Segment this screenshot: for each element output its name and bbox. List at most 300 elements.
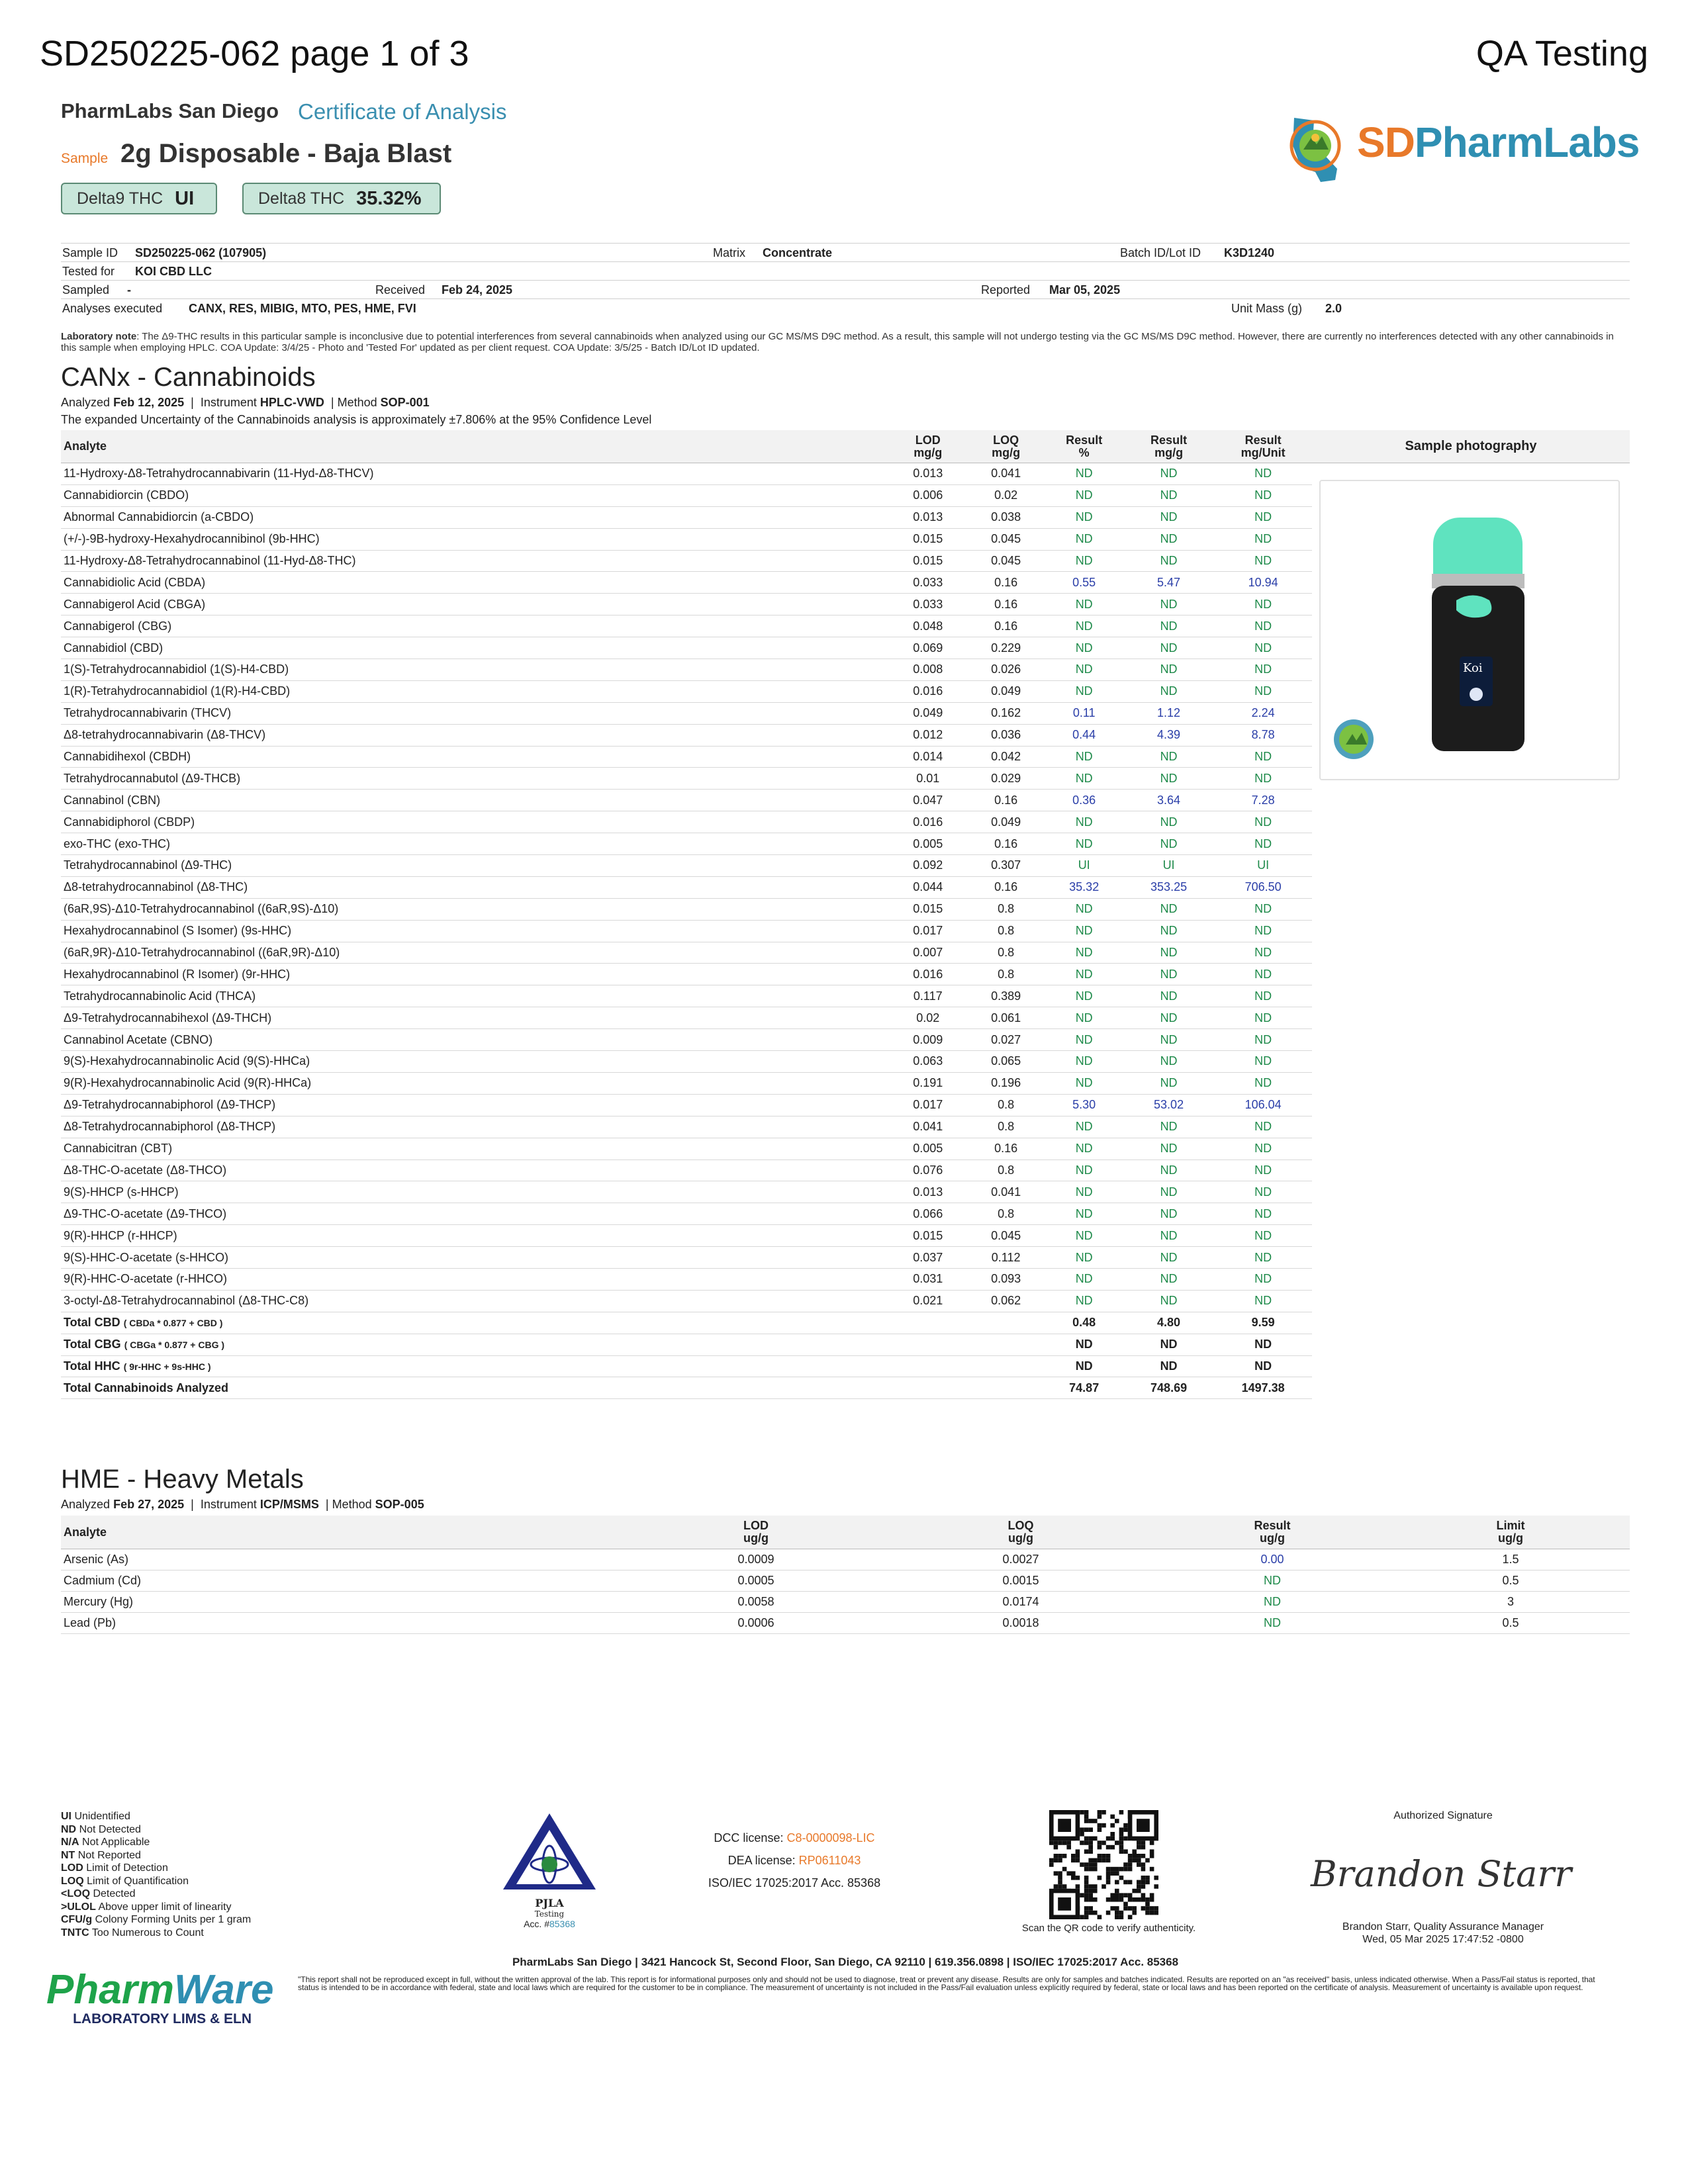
table-row <box>61 680 1312 702</box>
lod-cell: 0.092 <box>889 855 967 877</box>
tested-for-label: Tested for <box>62 265 115 278</box>
analyte-cell: 1(S)-Tetrahydrocannabidiol (1(S)-H4-CBD) <box>61 659 889 681</box>
note-text: : The Δ9-THC results in this particular sample is inconclusive due to potential interferences from several cannabinoids when analyzed using our GC MS/MS D9C method. As a result, this sample will not undergo testing via the GC MS/MS D9C method. However, there are currently no interferences detected with any other cannabinoids in this sample when employing HPLC. COA Update: 3/4/25 - Photo and 'Tested For' updated as per client request. COA Update: 3/5/25 - Batch ID/Lot ID updated. <box>61 331 1614 353</box>
legend-item: NT Not Reported <box>61 1849 141 1861</box>
pjla-acc: Acc. #85368 <box>524 1919 575 1929</box>
table-row <box>61 942 1312 964</box>
sample-label: Sample <box>61 151 109 166</box>
loq-header: LOQ ug/g <box>888 1516 1153 1549</box>
analyte-cell: 1(R)-Tetrahydrocannabidiol (1(R)-H4-CBD) <box>61 680 889 702</box>
loq-cell: 0.8 <box>967 942 1045 964</box>
result-pct-cell: ND <box>1045 1072 1123 1094</box>
lod-cell: 0.016 <box>889 964 967 985</box>
result-unit-cell: ND <box>1214 1181 1312 1203</box>
result-unit-cell: ND <box>1214 985 1312 1007</box>
analyte-cell: 3-octyl-Δ8-Tetrahydrocannabinol (Δ8-THC-C8) <box>61 1290 889 1312</box>
result-mgg-cell: ND <box>1123 768 1215 790</box>
limit-cell: 0.5 <box>1391 1613 1630 1634</box>
result-pct-cell: ND <box>1045 898 1123 920</box>
total-unit: ND <box>1214 1355 1312 1377</box>
analyte-cell: Δ8-tetrahydrocannabivarin (Δ8-THCV) <box>61 724 889 746</box>
result-pct-cell: ND <box>1045 811 1123 833</box>
analyte-cell: (+/-)-9B-hydroxy-Hexahydrocannibinol (9b-HHC) <box>61 528 889 550</box>
sample-metadata <box>61 243 1630 317</box>
table-row <box>61 1268 1312 1290</box>
lod-cell: 0.016 <box>889 680 967 702</box>
limit-cell: 3 <box>1391 1592 1630 1613</box>
analyte-cell: Δ9-Tetrahydrocannabiphorol (Δ9-THCP) <box>61 1094 889 1116</box>
lod-cell: 0.0006 <box>624 1613 888 1634</box>
table-row <box>61 1203 1312 1225</box>
limit-cell: 0.5 <box>1391 1570 1630 1592</box>
loq-cell: 0.0027 <box>888 1549 1153 1570</box>
result-unit-cell: ND <box>1214 484 1312 506</box>
note-label: Laboratory note <box>61 331 137 342</box>
result-pct-cell: 5.30 <box>1045 1094 1123 1116</box>
table-row <box>61 1072 1312 1094</box>
result-pct-cell: ND <box>1045 1247 1123 1269</box>
abbreviation-legend <box>61 1810 251 1939</box>
result-pct-cell: ND <box>1045 920 1123 942</box>
analyte-cell: 9(R)-HHCP (r-HHCP) <box>61 1225 889 1247</box>
sampled: - <box>127 283 131 296</box>
lod-cell: 0.013 <box>889 463 967 485</box>
loq-cell: 0.8 <box>967 964 1045 985</box>
result-unit-cell: 106.04 <box>1214 1094 1312 1116</box>
result-mgg-cell: ND <box>1123 506 1215 528</box>
lod-cell: 0.033 <box>889 572 967 594</box>
result-pct-cell: ND <box>1045 985 1123 1007</box>
cannabinoids-title: CANx - Cannabinoids <box>61 363 316 392</box>
pharmware-logo: PharmWare LABORATORY LIMS & ELN <box>46 1967 274 2026</box>
result-mgg-cell: ND <box>1123 985 1215 1007</box>
loq-cell: 0.8 <box>967 920 1045 942</box>
result-pct-cell: ND <box>1045 1007 1123 1029</box>
table-row <box>61 1181 1312 1203</box>
table-header-row <box>61 1516 1630 1549</box>
table-row <box>61 594 1312 615</box>
result-pct-cell: ND <box>1045 637 1123 659</box>
handwritten-signature <box>1297 1846 1589 1899</box>
table-row <box>61 506 1312 528</box>
lod-cell: 0.049 <box>889 702 967 724</box>
analyte-cell: 9(S)-HHCP (s-HHCP) <box>61 1181 889 1203</box>
result-unit-cell: ND <box>1214 1072 1312 1094</box>
lod-cell: 0.013 <box>889 1181 967 1203</box>
loq-cell: 0.16 <box>967 876 1045 898</box>
vape-device-image <box>1321 481 1618 779</box>
result-unit-cell: ND <box>1214 898 1312 920</box>
result-mgg-cell: ND <box>1123 1203 1215 1225</box>
loq-cell: 0.8 <box>967 898 1045 920</box>
sample-photo <box>1319 480 1620 780</box>
analyte-cell: 11-Hydroxy-Δ8-Tetrahydrocannabinol (11-Hyd-Δ8-THC) <box>61 550 889 572</box>
lod-cell: 0.015 <box>889 550 967 572</box>
table-row <box>61 659 1312 681</box>
total-mgg: 4.80 <box>1123 1312 1215 1334</box>
lod-cell: 0.0009 <box>624 1549 888 1570</box>
loq-cell: 0.093 <box>967 1268 1045 1290</box>
unit-mass-label: Unit Mass (g) <box>1231 302 1303 315</box>
table-row <box>61 898 1312 920</box>
matrix: Concentrate <box>763 246 833 259</box>
qr-code[interactable] <box>1049 1810 1158 1919</box>
lab-name: PharmLabs San Diego <box>61 99 279 122</box>
table-row <box>61 768 1312 790</box>
result-unit-cell: ND <box>1214 463 1312 485</box>
result-pct-cell: ND <box>1045 484 1123 506</box>
result-mgg-cell: UI <box>1123 855 1215 877</box>
result-pct-cell: ND <box>1045 528 1123 550</box>
doc-type: Certificate of Analysis <box>298 99 507 124</box>
loq-cell: 0.8 <box>967 1116 1045 1138</box>
lod-cell: 0.041 <box>889 1116 967 1138</box>
loq-cell: 0.0015 <box>888 1570 1153 1592</box>
result-pct-cell: ND <box>1045 659 1123 681</box>
result-unit-cell: 8.78 <box>1214 724 1312 746</box>
result-unit-cell: 2.24 <box>1214 702 1312 724</box>
result-pct-cell: 0.36 <box>1045 790 1123 811</box>
loq-cell: 0.16 <box>967 615 1045 637</box>
lod-cell: 0.014 <box>889 746 967 768</box>
result-mgg-cell: 5.47 <box>1123 572 1215 594</box>
loq-cell: 0.389 <box>967 985 1045 1007</box>
analyte-cell: Lead (Pb) <box>61 1613 624 1634</box>
lod-cell: 0.015 <box>889 528 967 550</box>
loq-cell: 0.026 <box>967 659 1045 681</box>
result-mgg-cell: ND <box>1123 1247 1215 1269</box>
license-info: DCC license: C8-0000098-LIC DEA license: RP0611043 ISO/IEC 17025:2017 Acc. 85368 <box>708 1831 881 1889</box>
result-mgg-cell: ND <box>1123 1051 1215 1073</box>
analyte-cell: Cannabidihexol (CBDH) <box>61 746 889 768</box>
table-row <box>61 1051 1312 1073</box>
table-row <box>61 1160 1312 1181</box>
result-mgg-cell: ND <box>1123 1116 1215 1138</box>
total-label: Total Cannabinoids Analyzed <box>61 1377 889 1399</box>
result-pct-cell: ND <box>1045 615 1123 637</box>
logo-wordmark: SDPharmLabs <box>1357 118 1640 166</box>
loq-cell: 0.061 <box>967 1007 1045 1029</box>
table-row <box>61 855 1312 877</box>
lod-cell: 0.033 <box>889 594 967 615</box>
result-unit-cell: ND <box>1214 637 1312 659</box>
loq-cell: 0.029 <box>967 768 1045 790</box>
result-cell: 0.00 <box>1153 1549 1391 1570</box>
loq-cell: 0.02 <box>967 484 1045 506</box>
laboratory-note <box>61 331 1630 353</box>
analyte-cell: Abnormal Cannabidiorcin (a-CBDO) <box>61 506 889 528</box>
qa-title: QA Testing <box>1476 34 1648 73</box>
total-label: Total CBD ( CBDa * 0.877 + CBD ) <box>61 1312 889 1334</box>
result-pct-cell: ND <box>1045 1268 1123 1290</box>
result-pct-cell: ND <box>1045 1138 1123 1160</box>
lod-cell: 0.02 <box>889 1007 967 1029</box>
total-row <box>61 1355 1312 1377</box>
table-row <box>61 637 1312 659</box>
result-pct-cell: ND <box>1045 746 1123 768</box>
result-pct-cell: ND <box>1045 833 1123 855</box>
result-pct-cell: ND <box>1045 463 1123 485</box>
result-pct-cell: 35.32 <box>1045 876 1123 898</box>
lod-cell: 0.005 <box>889 1138 967 1160</box>
loq-cell: 0.16 <box>967 833 1045 855</box>
loq-cell: 0.027 <box>967 1029 1045 1051</box>
table-row <box>61 790 1312 811</box>
analyte-cell: Δ8-Tetrahydrocannabiphorol (Δ8-THCP) <box>61 1116 889 1138</box>
result-unit-cell: ND <box>1214 1203 1312 1225</box>
uncertainty-text: The expanded Uncertainty of the Cannabinoids analysis is approximately ±7.806% at the 95% Confidence Level <box>61 413 652 426</box>
lod-cell: 0.008 <box>889 659 967 681</box>
page-id: SD250225-062 page 1 of 3 <box>40 34 469 73</box>
sample-id: SD250225-062 (107905) <box>135 246 267 259</box>
analyte-cell: 9(R)-Hexahydrocannabinolic Acid (9(R)-HHCa) <box>61 1072 889 1094</box>
result-unit-cell: ND <box>1214 659 1312 681</box>
total-mgg: ND <box>1123 1355 1215 1377</box>
analyte-cell: (6aR,9R)-Δ10-Tetrahydrocannabinol ((6aR,9R)-Δ10) <box>61 942 889 964</box>
analyte-cell: Tetrahydrocannabivarin (THCV) <box>61 702 889 724</box>
result-header: Result ug/g <box>1153 1516 1391 1549</box>
result-pct-cell: ND <box>1045 1290 1123 1312</box>
lod-cell: 0.007 <box>889 942 967 964</box>
result-pct-cell: ND <box>1045 1051 1123 1073</box>
sdpharmlabs-logo <box>1274 106 1640 185</box>
analyte-cell: Cadmium (Cd) <box>61 1570 624 1592</box>
loq-cell: 0.042 <box>967 746 1045 768</box>
lod-cell: 0.037 <box>889 1247 967 1269</box>
analyte-cell: Tetrahydrocannabinol (Δ9-THC) <box>61 855 889 877</box>
result-mgg-cell: 53.02 <box>1123 1094 1215 1116</box>
badge-value: 35.32% <box>356 187 422 209</box>
tested-for: KOI CBD LLC <box>135 265 212 278</box>
result-mgg-cell: ND <box>1123 463 1215 485</box>
loq-cell: 0.062 <box>967 1290 1045 1312</box>
total-pct: ND <box>1045 1334 1123 1355</box>
sample-name: 2g Disposable - Baja Blast <box>120 139 452 168</box>
loq-cell: 0.041 <box>967 1181 1045 1203</box>
heavy-metals-table <box>61 1516 1630 1634</box>
analyte-cell: (6aR,9S)-Δ10-Tetrahydrocannabinol ((6aR,9S)-Δ10) <box>61 898 889 920</box>
result-mgg-cell: 1.12 <box>1123 702 1215 724</box>
result-unit-cell: 10.94 <box>1214 572 1312 594</box>
lod-cell: 0.0058 <box>624 1592 888 1613</box>
result-mgg-cell: ND <box>1123 811 1215 833</box>
table-row <box>61 1570 1630 1592</box>
loq-cell: 0.036 <box>967 724 1045 746</box>
result-unit-cell: ND <box>1214 1160 1312 1181</box>
cannabinoids-table <box>61 430 1312 1399</box>
analyte-header: Analyte <box>61 1516 624 1549</box>
result-mgg-cell: ND <box>1123 1181 1215 1203</box>
result-unit-cell: ND <box>1214 506 1312 528</box>
loq-cell: 0.16 <box>967 594 1045 615</box>
result-mgg-cell: ND <box>1123 898 1215 920</box>
total-unit: 1497.38 <box>1214 1377 1312 1399</box>
analyte-cell: Δ8-tetrahydrocannabinol (Δ8-THC) <box>61 876 889 898</box>
badge-label: Delta9 THC <box>77 189 164 208</box>
result-mgg-cell: 353.25 <box>1123 876 1215 898</box>
loq-cell: 0.8 <box>967 1160 1045 1181</box>
result-pct-cell: ND <box>1045 768 1123 790</box>
loq-cell: 0.049 <box>967 680 1045 702</box>
heavy-metals-analysis-info: Analyzed Feb 27, 2025 | Instrument ICP/MSMS | Method SOP-005 <box>61 1498 424 1511</box>
result-unit-cell: ND <box>1214 1007 1312 1029</box>
result-unit-cell: ND <box>1214 1116 1312 1138</box>
legend-item: UI Unidentified <box>61 1811 130 1822</box>
total-row <box>61 1334 1312 1355</box>
table-row <box>61 811 1312 833</box>
cannabinoids-analysis-info: Analyzed Feb 12, 2025 | Instrument HPLC-VWD | Method SOP-001 <box>61 396 430 409</box>
lod-cell: 0.017 <box>889 1094 967 1116</box>
lod-cell: 0.012 <box>889 724 967 746</box>
table-row <box>61 1549 1630 1570</box>
result-pct-cell: ND <box>1045 1116 1123 1138</box>
result-mgg-cell: ND <box>1123 1290 1215 1312</box>
table-row <box>61 876 1312 898</box>
qr-caption: Scan the QR code to verify authenticity. <box>1021 1923 1196 1934</box>
table-row <box>61 1094 1312 1116</box>
lod-cell: 0.047 <box>889 790 967 811</box>
result-unit-cell: ND <box>1214 942 1312 964</box>
analyte-cell: Arsenic (As) <box>61 1549 624 1570</box>
result-unit-cell: ND <box>1214 1247 1312 1269</box>
result-unit-cell: ND <box>1214 550 1312 572</box>
analyte-cell: 9(S)-Hexahydrocannabinolic Acid (9(S)-HHCa) <box>61 1051 889 1073</box>
table-row <box>61 1247 1312 1269</box>
total-pct: 0.48 <box>1045 1312 1123 1334</box>
result-mgg-cell: ND <box>1123 964 1215 985</box>
result-mgg-cell: ND <box>1123 942 1215 964</box>
table-row <box>61 615 1312 637</box>
sampled-label: Sampled <box>62 283 110 296</box>
lod-cell: 0.063 <box>889 1051 967 1073</box>
lod-cell: 0.013 <box>889 506 967 528</box>
result-pct-cell: ND <box>1045 1181 1123 1203</box>
table-row <box>61 572 1312 594</box>
result-pct-cell: ND <box>1045 1160 1123 1181</box>
result-unit-cell: ND <box>1214 746 1312 768</box>
loq-cell: 0.16 <box>967 572 1045 594</box>
analyte-cell: Mercury (Hg) <box>61 1592 624 1613</box>
lod-cell: 0.069 <box>889 637 967 659</box>
lod-cell: 0.016 <box>889 811 967 833</box>
loq-cell: 0.8 <box>967 1203 1045 1225</box>
result-mgg-cell: ND <box>1123 1029 1215 1051</box>
analyte-cell: Cannabidiorcin (CBDO) <box>61 484 889 506</box>
result-pct-cell: 0.55 <box>1045 572 1123 594</box>
result-pct-cell: ND <box>1045 1203 1123 1225</box>
lod-cell: 0.005 <box>889 833 967 855</box>
loq-header: LOQ mg/g <box>967 430 1045 463</box>
table-row <box>61 746 1312 768</box>
result-unit-cell: 706.50 <box>1214 876 1312 898</box>
result-mgg-cell: ND <box>1123 550 1215 572</box>
result-mgg-cell: ND <box>1123 1007 1215 1029</box>
result-pct-cell: UI <box>1045 855 1123 877</box>
table-row <box>61 1592 1630 1613</box>
legend-item: TNTC Too Numerous to Count <box>61 1927 204 1938</box>
result-mgg-cell: ND <box>1123 920 1215 942</box>
sample-id-label: Sample ID <box>62 246 118 259</box>
limit-header: Limit ug/g <box>1391 1516 1630 1549</box>
lod-cell: 0.076 <box>889 1160 967 1181</box>
svg-text:Koi: Koi <box>1463 661 1483 675</box>
signature-heading: Authorized Signature <box>1393 1810 1493 1821</box>
legend-item: ND Not Detected <box>61 1823 141 1835</box>
result-mgg-cell: ND <box>1123 1138 1215 1160</box>
loq-cell: 0.16 <box>967 1138 1045 1160</box>
batch: K3D1240 <box>1224 246 1275 259</box>
lod-cell: 0.021 <box>889 1290 967 1312</box>
result-mgg-cell: 4.39 <box>1123 724 1215 746</box>
result-mgg-cell: ND <box>1123 1268 1215 1290</box>
total-unit: 9.59 <box>1214 1312 1312 1334</box>
pjla-logo <box>500 1810 599 1929</box>
result-mgg-cell: ND <box>1123 528 1215 550</box>
unit-mass: 2.0 <box>1325 302 1342 315</box>
analyte-cell: Tetrahydrocannabutol (Δ9-THCB) <box>61 768 889 790</box>
lod-header: LOD ug/g <box>624 1516 888 1549</box>
result-pct-cell: ND <box>1045 1029 1123 1051</box>
lod-cell: 0.006 <box>889 484 967 506</box>
analyte-cell: Cannabigerol Acid (CBGA) <box>61 594 889 615</box>
analyses-label: Analyses executed <box>62 302 163 315</box>
received: Feb 24, 2025 <box>442 283 513 296</box>
loq-cell: 0.16 <box>967 790 1045 811</box>
badge-label: Delta8 THC <box>258 189 345 208</box>
table-row <box>61 1029 1312 1051</box>
batch-label: Batch ID/Lot ID <box>1120 246 1201 259</box>
table-row <box>61 484 1312 506</box>
limit-cell: 1.5 <box>1391 1549 1630 1570</box>
analyte-cell: Δ9-Tetrahydrocannabihexol (Δ9-THCH) <box>61 1007 889 1029</box>
result-unit-cell: 7.28 <box>1214 790 1312 811</box>
result-unit-cell: ND <box>1214 594 1312 615</box>
loq-cell: 0.045 <box>967 528 1045 550</box>
total-row <box>61 1312 1312 1334</box>
loq-cell: 0.041 <box>967 463 1045 485</box>
lod-header: LOD mg/g <box>889 430 967 463</box>
legend-item: >ULOL Above upper limit of linearity <box>61 1901 232 1913</box>
analyte-cell: Hexahydrocannabinol (R Isomer) (9r-HHC) <box>61 964 889 985</box>
total-label: Total HHC ( 9r-HHC + 9s-HHC ) <box>61 1355 889 1377</box>
table-row <box>61 463 1312 485</box>
signatory: Brandon Starr, Quality Assurance Manager Wed, 05 Mar 2025 17:47:52 -0800 <box>1342 1921 1544 1945</box>
heavy-metals-title: HME - Heavy Metals <box>61 1465 304 1494</box>
result-unit-header: Result mg/Unit <box>1214 430 1312 463</box>
result-unit-cell: ND <box>1214 1051 1312 1073</box>
legend-item: LOQ Limit of Quantification <box>61 1875 189 1887</box>
lod-cell: 0.017 <box>889 920 967 942</box>
lod-cell: 0.191 <box>889 1072 967 1094</box>
lod-cell: 0.009 <box>889 1029 967 1051</box>
analyte-cell: Δ8-THC-O-acetate (Δ8-THCO) <box>61 1160 889 1181</box>
result-mgg-cell: ND <box>1123 1225 1215 1247</box>
result-mgg-header: Result mg/g <box>1123 430 1215 463</box>
lod-cell: 0.01 <box>889 768 967 790</box>
footer-disclaimer: "This report shall not be reproduced except in full, without the written approval of the lab. This report is for informational purposes only and should not be used to diagnose, treat or prevent any disease. Results are only for samples and batches indicated. Results are reported on an "as received" basis, unless indicated otherwise. When a Pass/Fail status is reported, that status is intended to be in accordance with federal, state and local laws which are required for the customer to be in compliance. The measurement of uncertainty is not included in the Pass/Fail evaluation unless explicitly required by federal, state or local laws and has been reported on the certificate of analysis. Measurement of uncertainty is available upon request. <box>298 1975 1595 1992</box>
lod-cell: 0.0005 <box>624 1570 888 1592</box>
lod-cell: 0.066 <box>889 1203 967 1225</box>
footer-address: PharmLabs San Diego | 3421 Hancock St, Second Floor, San Diego, CA 92110 | 619.356.0898 | ISO/IEC 17025:2017 Acc. 85368 <box>512 1956 1179 1968</box>
table-row <box>61 964 1312 985</box>
analyte-cell: Cannabigerol (CBG) <box>61 615 889 637</box>
table-row <box>61 1225 1312 1247</box>
analyte-cell: exo-THC (exo-THC) <box>61 833 889 855</box>
result-unit-cell: ND <box>1214 1138 1312 1160</box>
total-unit: ND <box>1214 1334 1312 1355</box>
result-mgg-cell: ND <box>1123 1072 1215 1094</box>
result-mgg-cell: ND <box>1123 615 1215 637</box>
